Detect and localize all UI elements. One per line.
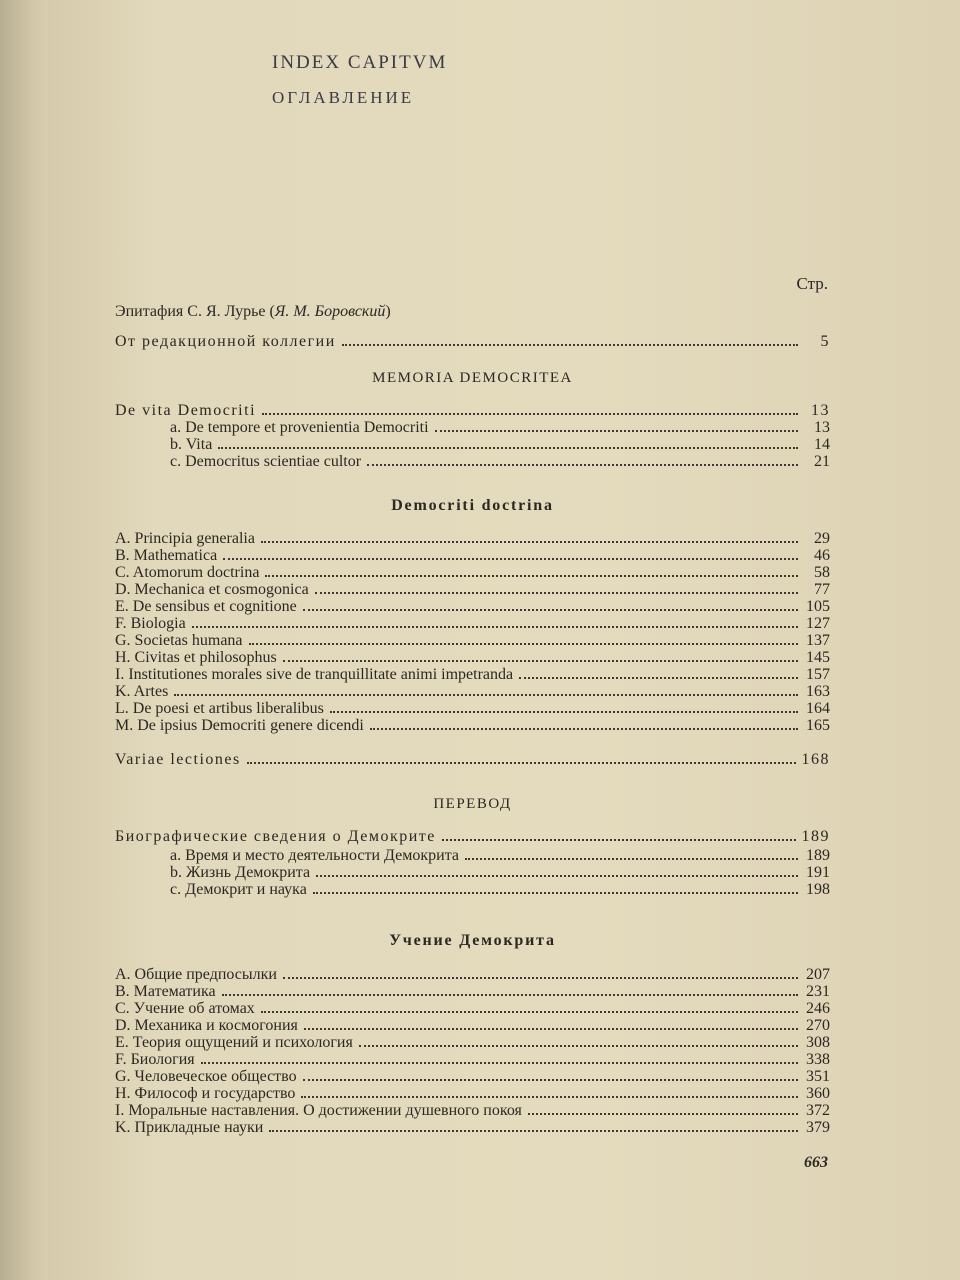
toc-page: 58 bbox=[814, 564, 830, 581]
toc-title: Биографические сведения о Демокрите bbox=[115, 828, 436, 845]
toc-uchenie-item[interactable] bbox=[115, 983, 830, 1001]
toc-page: 308 bbox=[806, 1034, 830, 1051]
toc-title: с. Демокрит и наука bbox=[170, 881, 307, 898]
leader-dots bbox=[519, 677, 798, 679]
toc-page: 270 bbox=[806, 1017, 830, 1034]
leader-dots bbox=[223, 558, 798, 560]
toc-page: 372 bbox=[806, 1102, 830, 1119]
leader-dots bbox=[303, 1079, 798, 1081]
toc-doctrina-item[interactable] bbox=[115, 666, 830, 684]
toc-page: 231 bbox=[806, 983, 830, 1000]
toc-page: 5 bbox=[820, 333, 830, 350]
toc-title: I. Institutiones morales sive de tranquillitate animi impetranda bbox=[115, 666, 514, 683]
toc-title: C. Учение об атомах bbox=[115, 1000, 255, 1017]
section-perevod: ПЕРЕВОД bbox=[433, 796, 512, 812]
epitaph-author: Я. М. Боровский bbox=[274, 303, 386, 320]
toc-page: 13 bbox=[811, 402, 830, 419]
leader-dots bbox=[359, 1045, 798, 1047]
toc-page: 338 bbox=[806, 1051, 830, 1068]
toc-doctrina-item[interactable] bbox=[115, 717, 830, 735]
toc-title: c. Democritus scientiae cultor bbox=[170, 453, 362, 470]
toc-page: 14 bbox=[814, 436, 830, 453]
toc-title: Variae lectiones bbox=[115, 751, 241, 768]
toc-uchenie-item[interactable] bbox=[115, 1102, 830, 1120]
toc-page: 145 bbox=[806, 649, 830, 666]
toc-uchenie-item[interactable] bbox=[115, 1085, 830, 1103]
toc-page: 157 bbox=[806, 666, 830, 683]
leader-dots bbox=[301, 1096, 798, 1098]
toc-title: G. Societas humana bbox=[115, 632, 243, 649]
toc-uchenie-item[interactable] bbox=[115, 1034, 830, 1052]
toc-bio[interactable] bbox=[115, 828, 830, 846]
toc-title: E. Теория ощущений и психология bbox=[115, 1034, 353, 1051]
toc-vita-a[interactable] bbox=[170, 419, 830, 437]
leader-dots bbox=[261, 1011, 798, 1013]
leader-dots bbox=[313, 892, 798, 894]
toc-doctrina-item[interactable] bbox=[115, 615, 830, 633]
leader-dots bbox=[435, 430, 798, 432]
toc-title: b. Жизнь Демокрита bbox=[170, 864, 311, 881]
toc-title: G. Человеческое общество bbox=[115, 1068, 297, 1085]
toc-page: 189 bbox=[801, 828, 830, 845]
toc-uchenie-item[interactable] bbox=[115, 966, 830, 984]
toc-doctrina-item[interactable] bbox=[115, 581, 830, 599]
leader-dots bbox=[269, 1130, 798, 1132]
toc-title: B. Mathematica bbox=[115, 547, 218, 564]
book-gutter bbox=[0, 0, 48, 1280]
toc-page: 198 bbox=[806, 881, 830, 898]
toc-page: 165 bbox=[806, 717, 830, 734]
toc-page: 13 bbox=[814, 419, 830, 436]
epitaph-text: Эпитафия С. Я. Лурье ( bbox=[115, 303, 275, 320]
leader-dots bbox=[192, 626, 798, 628]
leader-dots bbox=[367, 464, 798, 466]
leader-dots bbox=[218, 447, 798, 449]
toc-doctrina-item[interactable] bbox=[115, 598, 830, 616]
toc-uchenie-item[interactable] bbox=[115, 1017, 830, 1035]
toc-page: 46 bbox=[814, 547, 830, 564]
toc-page: 189 bbox=[806, 847, 830, 864]
toc-page: 163 bbox=[806, 683, 830, 700]
toc-uchenie-item[interactable] bbox=[115, 1119, 830, 1137]
toc-uchenie-item[interactable] bbox=[115, 1000, 830, 1018]
leader-dots bbox=[465, 858, 798, 860]
toc-vita[interactable] bbox=[115, 402, 830, 420]
toc-uchenie-item[interactable] bbox=[115, 1051, 830, 1069]
section-memoria: MEMORIA DEMOCRITEA bbox=[372, 370, 573, 386]
toc-variae[interactable] bbox=[115, 751, 830, 769]
toc-doctrina-item[interactable] bbox=[115, 649, 830, 667]
leader-dots bbox=[303, 609, 798, 611]
leader-dots bbox=[222, 994, 798, 996]
toc-page: 351 bbox=[806, 1068, 830, 1085]
toc-title: D. Mechanica et cosmogonica bbox=[115, 581, 309, 598]
toc-title: I. Моральные наставления. О достижении душевного покоя bbox=[115, 1102, 522, 1119]
toc-title: B. Математика bbox=[115, 983, 216, 1000]
leader-dots bbox=[201, 1062, 798, 1064]
leader-dots bbox=[283, 977, 798, 979]
toc-title: F. Biologia bbox=[115, 615, 186, 632]
toc-bio-b[interactable] bbox=[170, 864, 830, 882]
section-doctrina: Democriti doctrina bbox=[391, 497, 554, 514]
leader-dots bbox=[265, 575, 798, 577]
toc-page: 137 bbox=[806, 632, 830, 649]
toc-page: 168 bbox=[801, 751, 830, 768]
toc-page: 360 bbox=[806, 1085, 830, 1102]
leader-dots bbox=[249, 643, 798, 645]
toc-title: E. De sensibus et cognitione bbox=[115, 598, 297, 615]
leader-dots bbox=[174, 694, 798, 696]
toc-title: От редакционной коллегии bbox=[115, 333, 336, 350]
title-latin: INDEX CAPITVM bbox=[272, 52, 448, 73]
toc-doctrina-item[interactable] bbox=[115, 700, 830, 718]
toc-vita-b[interactable] bbox=[170, 436, 830, 454]
leader-dots bbox=[261, 541, 798, 543]
toc-bio-a[interactable] bbox=[170, 847, 830, 865]
toc-title: L. De poesi et artibus liberalibus bbox=[115, 700, 324, 717]
toc-uchenie-item[interactable] bbox=[115, 1068, 830, 1086]
toc-bio-c[interactable] bbox=[170, 881, 830, 899]
toc-title: D. Механика и космогония bbox=[115, 1017, 298, 1034]
leader-dots bbox=[247, 762, 796, 764]
epitaph-close: ) bbox=[385, 303, 391, 320]
toc-title: H. Civitas et philosophus bbox=[115, 649, 277, 666]
leader-dots bbox=[315, 592, 798, 594]
toc-title: C. Atomorum doctrina bbox=[115, 564, 260, 581]
toc-page: 105 bbox=[806, 598, 830, 615]
epitaph-line bbox=[115, 303, 391, 321]
title-russian: ОГЛАВЛЕНИЕ bbox=[272, 88, 415, 107]
toc-page: 207 bbox=[806, 966, 830, 983]
page-number: 663 bbox=[804, 1154, 828, 1171]
toc-title: A. Principia generalia bbox=[115, 530, 255, 547]
toc-title: а. Время и место деятельности Демокрита bbox=[170, 847, 459, 864]
leader-dots bbox=[342, 344, 798, 346]
leader-dots bbox=[316, 875, 798, 877]
toc-doctrina-item[interactable] bbox=[115, 564, 830, 582]
leader-dots bbox=[262, 413, 798, 415]
toc-editorial[interactable] bbox=[115, 333, 830, 351]
toc-title: A. Общие предпосылки bbox=[115, 966, 277, 983]
section-uchenie: Учение Демокрита bbox=[389, 932, 556, 949]
toc-page: 164 bbox=[806, 700, 830, 717]
toc-page: 191 bbox=[806, 864, 830, 881]
toc-page: 127 bbox=[806, 615, 830, 632]
toc-doctrina-item[interactable] bbox=[115, 632, 830, 650]
toc-title: a. De tempore et provenientia Democriti bbox=[170, 419, 429, 436]
toc-page: 77 bbox=[814, 581, 830, 598]
toc-page: 379 bbox=[806, 1119, 830, 1136]
toc-page: 29 bbox=[814, 530, 830, 547]
leader-dots bbox=[304, 1028, 798, 1030]
leader-dots bbox=[283, 660, 798, 662]
toc-page: 21 bbox=[814, 453, 830, 470]
toc-page: 246 bbox=[806, 1000, 830, 1017]
toc-title: K. Artes bbox=[115, 683, 169, 700]
toc-title: b. Vita bbox=[170, 436, 213, 453]
toc-title: K. Прикладные науки bbox=[115, 1119, 264, 1136]
toc-doctrina-item[interactable] bbox=[115, 530, 830, 548]
leader-dots bbox=[330, 711, 798, 713]
page-column-label: Стр. bbox=[796, 274, 828, 293]
leader-dots bbox=[370, 728, 798, 730]
toc-title: F. Биология bbox=[115, 1051, 195, 1068]
toc-title: M. De ipsius Democriti genere dicendi bbox=[115, 717, 364, 734]
toc-title: De vita Democriti bbox=[115, 402, 257, 419]
toc-title: H. Философ и государство bbox=[115, 1085, 296, 1102]
leader-dots bbox=[528, 1113, 798, 1115]
toc-doctrina-item[interactable] bbox=[115, 547, 830, 565]
toc-vita-c[interactable] bbox=[170, 453, 830, 471]
leader-dots bbox=[442, 839, 796, 841]
toc-doctrina-item[interactable] bbox=[115, 683, 830, 701]
